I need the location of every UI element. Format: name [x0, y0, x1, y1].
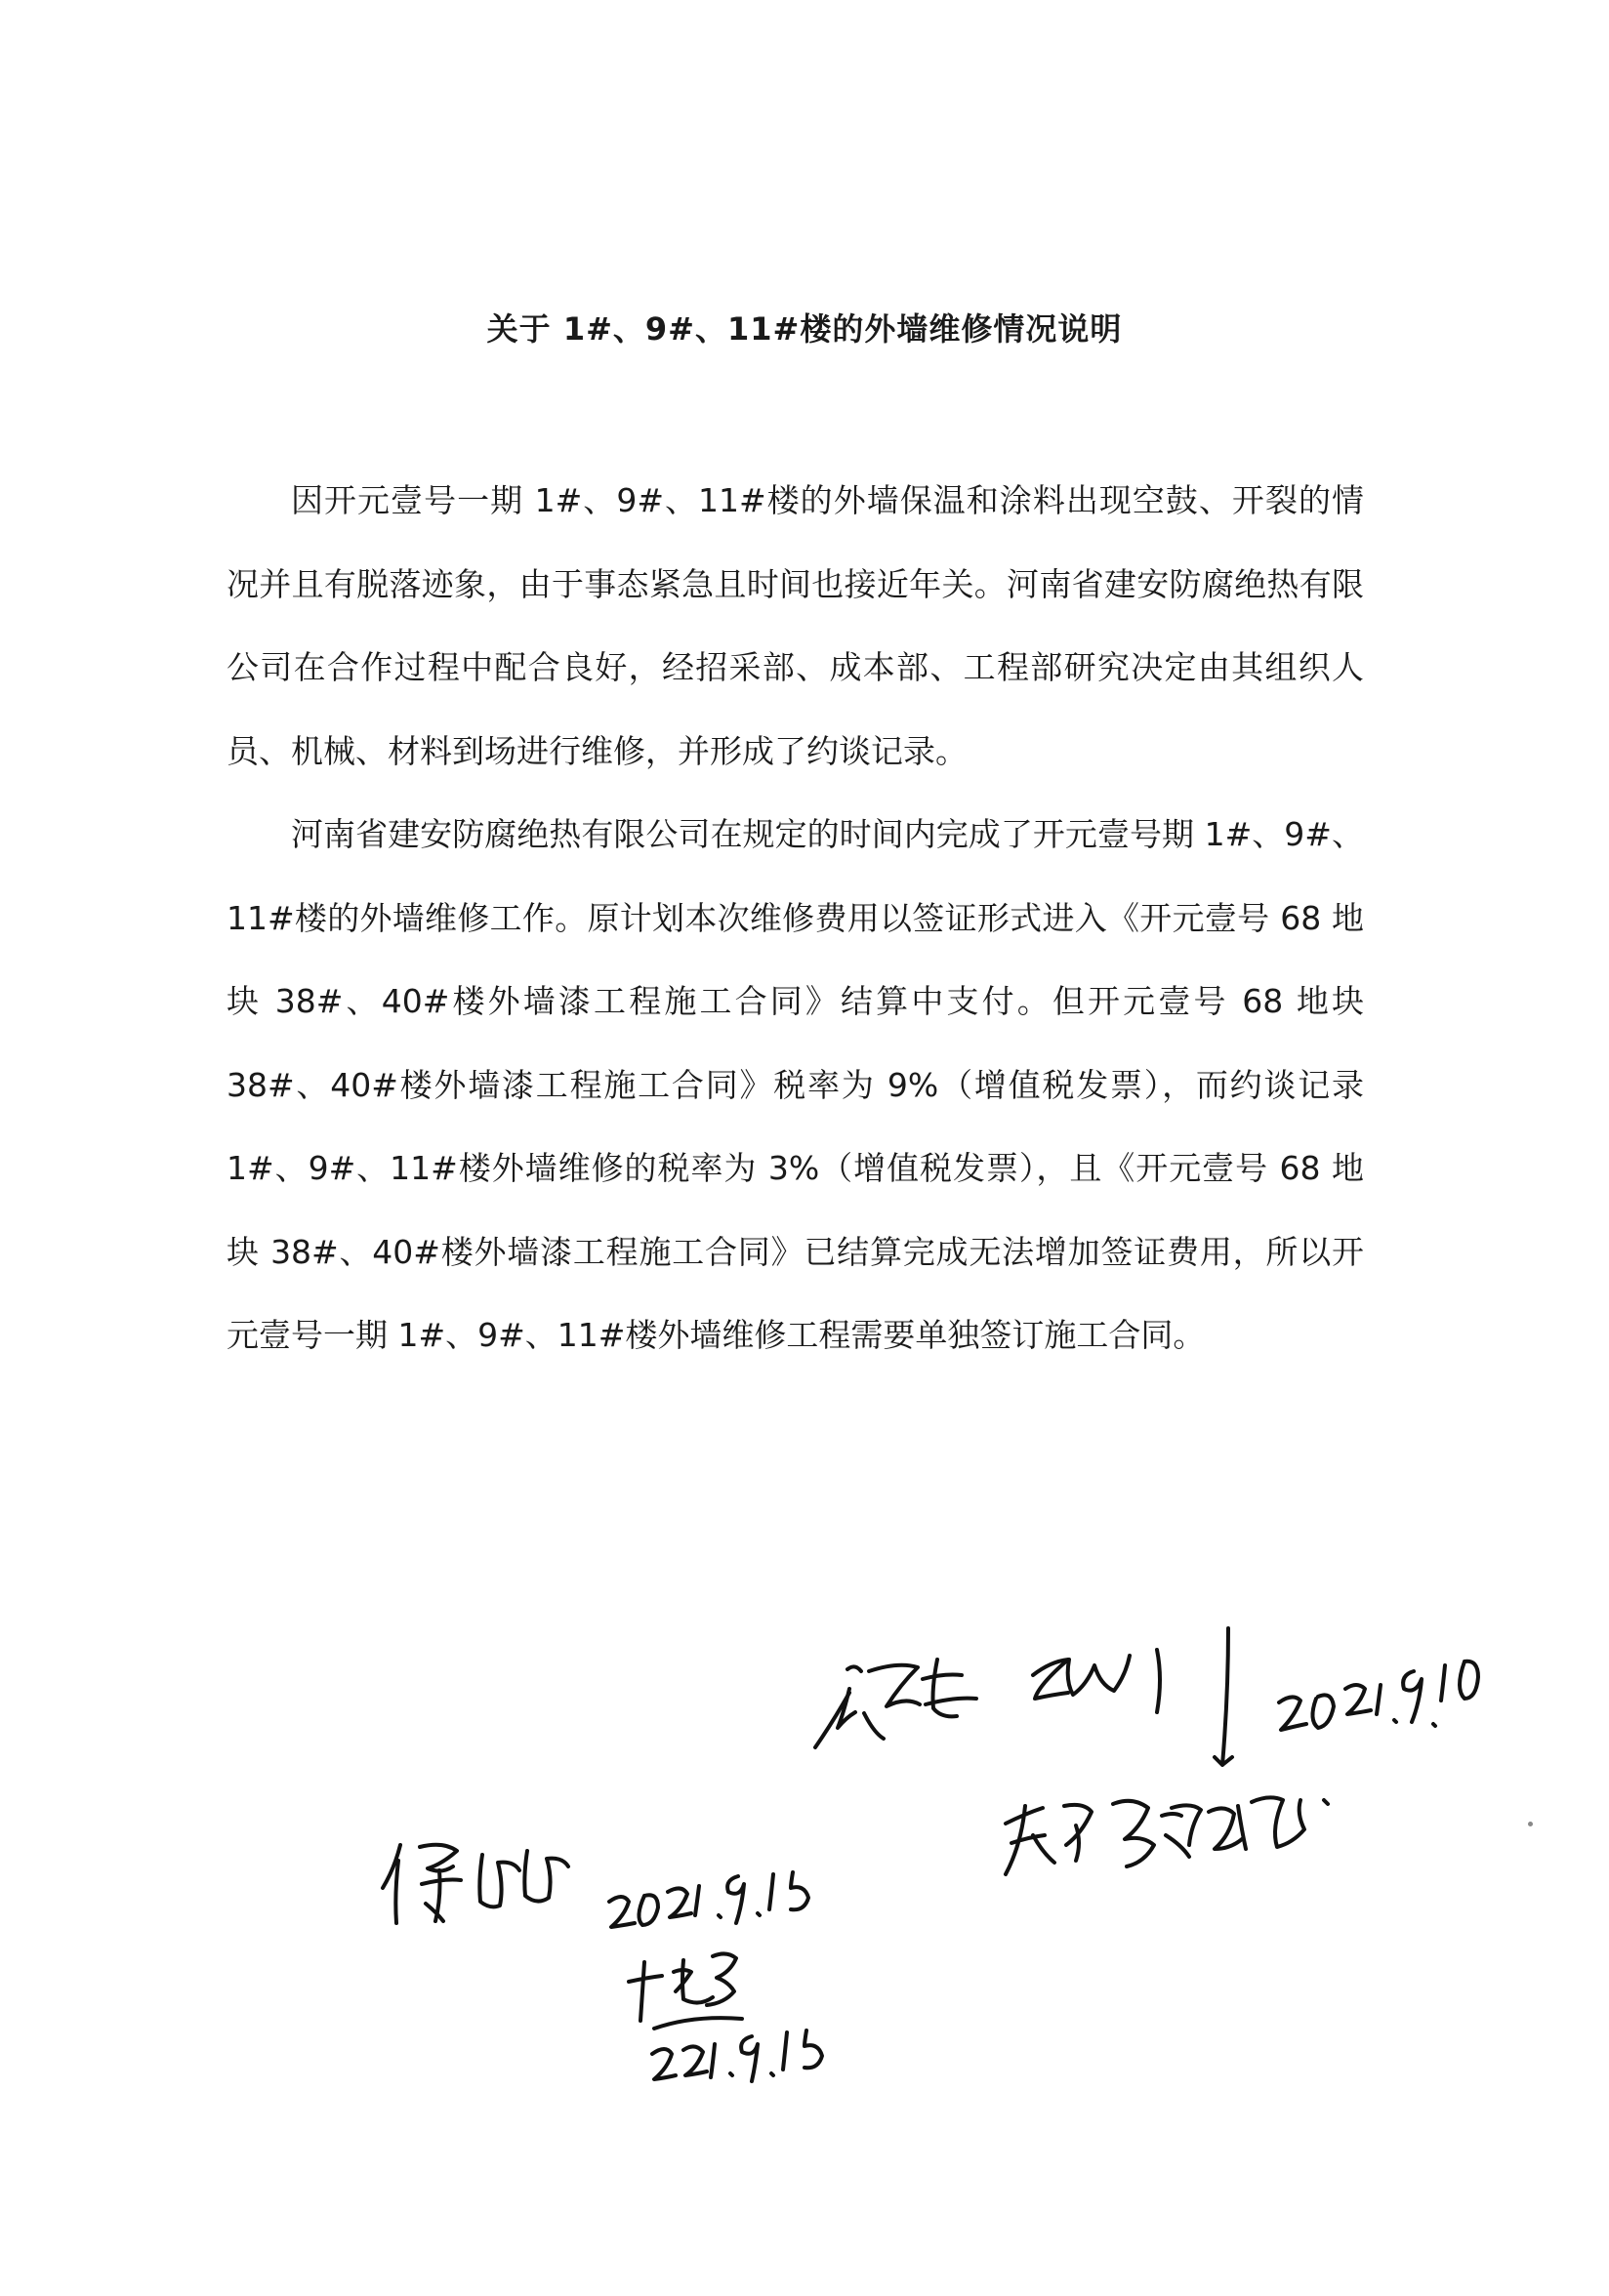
scan-speck [1528, 1822, 1533, 1826]
handwritten-date-2 [609, 1872, 808, 1927]
handwritten-signature-5 [629, 1953, 742, 2029]
handwritten-signature-3 [1006, 1797, 1328, 1874]
paragraph-1: 因开元壹号一期 1#、9#、11#楼的外墙保温和涂料出现空鼓、开裂的情况并且有脱落迹象，由于事态紧急且时间也接近年关。河南省建安防腐绝热有限公司在合作过程中配合良好，经招采部、成本部、工程部研究决定由其组织人员、机械、材料到场进行维修，并形成了约谈记录。 [227, 481, 1364, 770]
handwritten-signature-1 [815, 1660, 976, 1747]
handwritten-signature-4 [383, 1845, 568, 1923]
handwritten-date-1 [1279, 1661, 1478, 1730]
handwritten-signature-2 [1033, 1628, 1232, 1765]
document-title: 关于 1#、9#、11#楼的外墙维修情况说明 [486, 310, 1123, 348]
handwritten-date-3 [652, 2030, 822, 2081]
paragraph-2: 河南省建安防腐绝热有限公司在规定的时间内完成了开元壹号期 1#、9#、11#楼的外墙维修工作。原计划本次维修费用以签证形式进入《开元壹号 68 地块 38#、40#楼外墙漆工程施工合同》结算中支付。但开元壹号 68 地块 38#、40#楼外墙漆工程施工合同》税率为 9%（增值税发票），而约谈记录 1#、9#、11#楼外墙维修的税率为 3%（增值税发票），且《开元壹号 68 地块 38#、40#楼外墙漆工程施工合同》已结算完成无法增加签证费用，所以开元壹号一期 1#、9#、11#楼外墙维修工程需要单独签订施工合同。 [227, 815, 1364, 1354]
